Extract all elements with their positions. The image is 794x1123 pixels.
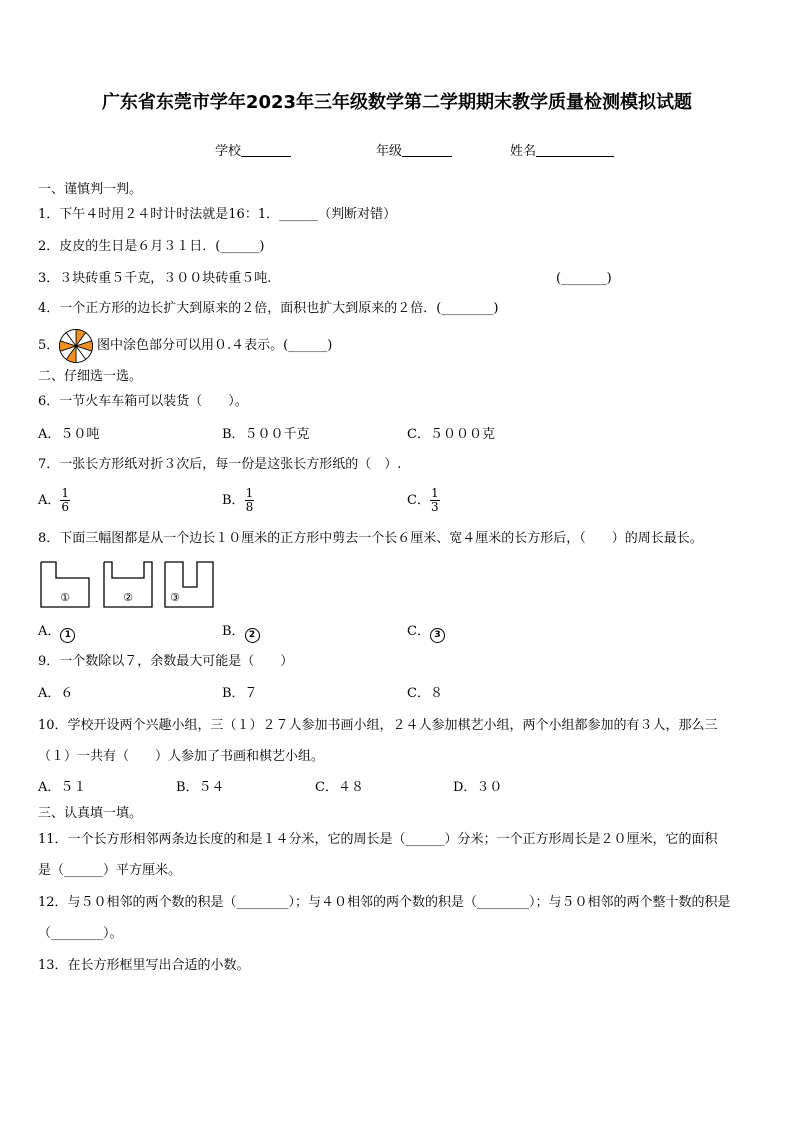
section-2-heading: 二、仔细选一选。 [38, 369, 143, 384]
fraction [60, 487, 70, 514]
q8-option-b[interactable] [222, 623, 260, 643]
q10-option-b[interactable]: B．５４ [176, 780, 225, 795]
q7-option-a[interactable] [38, 487, 70, 514]
section-1-heading: 一、谨慎判一判。 [38, 182, 143, 197]
question-10-line-2: （１）一共有（ ）人参加了书画和棋艺小组。 [38, 749, 325, 764]
q6-option-a[interactable]: A．５０吨 [38, 427, 100, 442]
figure-3-label: ③ [170, 591, 180, 604]
fraction [245, 487, 255, 514]
school-field [215, 140, 291, 159]
question-5-number: 5． [38, 338, 60, 353]
circled-number: 1 [60, 628, 75, 643]
fraction [430, 487, 440, 514]
q8-option-c-label: C． [407, 624, 430, 639]
q6-option-c[interactable]: C．５０００克 [407, 427, 495, 442]
q7-option-c[interactable] [407, 487, 440, 514]
q10-option-a[interactable]: A．５１ [38, 780, 87, 795]
q8-option-a[interactable] [38, 623, 75, 643]
fraction-numerator: 1 [430, 486, 439, 500]
q10-option-c[interactable]: C．４８ [315, 780, 364, 795]
fraction-denominator: 8 [245, 500, 254, 514]
question-9: 9．一个数除以７，余数最大可能是（ ） [38, 654, 294, 669]
question-5-text: 图中涂色部分可以用０.４表示。(______) [97, 338, 333, 353]
question-4: 4．一个正方形的边长扩大到原来的２倍，面积也扩大到原来的２倍．(________) [38, 301, 499, 316]
question-1: 1．下午４时用２４时计时法就是16：1．______（判断对错） [38, 207, 397, 222]
question-8: 8．下面三幅图都是从一个边长１０厘米的正方形中剪去一个长６厘米、宽４厘米的长方形后，（ ）的周长最长。 [38, 531, 703, 546]
pie-figure-icon [58, 328, 94, 364]
q10-option-d[interactable]: D．３０ [453, 780, 503, 795]
question-6: 6．一节火车车箱可以装货（ ）。 [38, 394, 248, 409]
q6-option-b[interactable]: B．５００千克 [222, 427, 310, 442]
question-13: 13．在长方形框里写出合适的小数。 [38, 958, 250, 973]
q7-option-a-label: A． [38, 493, 61, 508]
q9-option-c[interactable]: C．８ [407, 686, 443, 701]
circled-number: 2 [245, 628, 260, 643]
grade-field [376, 140, 452, 159]
page-title: 广东省东莞市学年2023年三年级数学第二学期期末教学质量检测模拟试题 [101, 92, 693, 113]
q7-option-c-label: C． [407, 493, 430, 508]
question-12-line-2: （________）。 [38, 926, 123, 941]
q8-option-a-label: A． [38, 624, 61, 639]
question-3: 3．３块砖重５千克，３００块砖重５吨. [38, 271, 272, 286]
question-7: 7．一张长方形纸对折３次后，每一份是这张长方形纸的（ ）. [38, 457, 402, 472]
fraction-denominator: 3 [430, 500, 439, 514]
q7-option-b[interactable] [222, 487, 254, 514]
question-2: 2．皮皮的生日是６月３１日．(______) [38, 239, 265, 254]
q7-option-b-label: B． [222, 493, 245, 508]
question-3-blank: (_______) [556, 271, 612, 286]
grade-blank[interactable] [402, 144, 452, 157]
pie-sectors [60, 330, 93, 363]
fraction-numerator: 1 [245, 486, 254, 500]
grade-label: 年级 [376, 144, 403, 159]
name-field [510, 140, 614, 159]
fraction-numerator: 1 [61, 486, 70, 500]
q9-option-a[interactable]: A．６ [38, 686, 74, 701]
q9-option-b[interactable]: B．７ [222, 686, 258, 701]
q8-figure-1 [40, 561, 92, 611]
question-11-line-2: 是（______）平方厘米。 [38, 863, 182, 878]
q8-option-b-label: B． [222, 624, 245, 639]
question-10-line-1: 10．学校开设两个兴趣小组，三（１）２７人参加书画小组，２４人参加棋艺小组，两个小组都参加的有３人，那么三 [38, 718, 718, 733]
circled-number: 3 [430, 628, 445, 643]
section-3-heading: 三、认真填一填。 [38, 806, 143, 821]
fraction-denominator: 6 [61, 500, 70, 514]
name-label: 姓名 [510, 144, 537, 159]
figure-1-label: ① [60, 591, 70, 604]
q8-figure-2 [103, 561, 155, 611]
q8-figure-3 [164, 561, 216, 611]
question-11-line-1: 11．一个长方形相邻两条边长度的和是１４分米，它的周长是（______）分米；一个正方形周长是２０厘米，它的面积 [38, 832, 718, 847]
school-label: 学校 [215, 144, 242, 159]
figure-2-label: ② [123, 591, 133, 604]
q8-option-c[interactable] [407, 623, 445, 643]
name-blank[interactable] [536, 144, 614, 157]
school-blank[interactable] [241, 144, 291, 157]
question-12-line-1: 12．与５０相邻的两个数的积是（________）；与４０相邻的两个数的积是（________）；与５０相邻的两个整十数的积是 [38, 895, 731, 910]
